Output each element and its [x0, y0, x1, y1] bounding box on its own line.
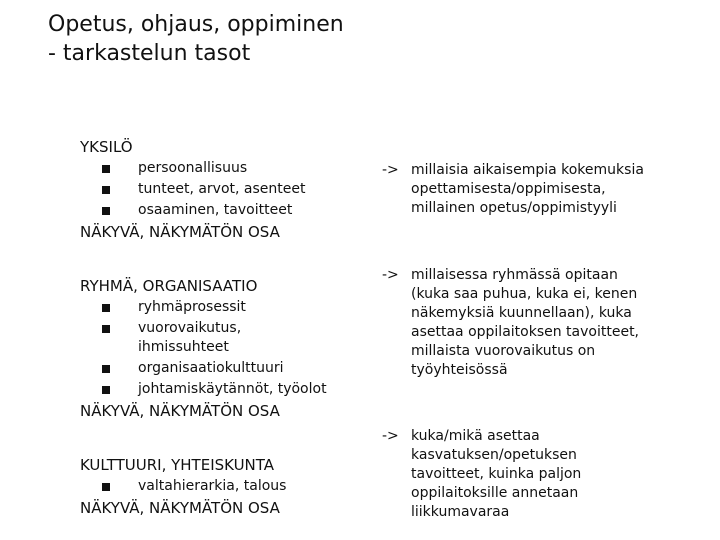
bullet-text: johtamiskäytännöt, työolot — [138, 381, 327, 397]
note-text: millaisessa ryhmässä opitaan (kuka saa puhua, kuka ei, kenen näkemyksiä kuunnellaan), kuka asettaa oppilaitoksen tavoitteet, millaista vuorovaikutus on työyhteisössä — [411, 267, 640, 378]
square-bullet-icon — [102, 483, 110, 491]
arrow-marker: -> — [382, 162, 399, 178]
visibility-label: NÄKYVÄ, NÄKYMÄTÖN OSA — [80, 223, 280, 241]
list-item — [80, 298, 368, 317]
note-text: millaisia aikaisempia kokemuksia opettamisesta/oppimisesta, millainen opetus/oppimistyyli — [411, 162, 644, 216]
list-item — [80, 359, 368, 378]
square-bullet-icon — [102, 386, 110, 394]
bullet-text: ryhmäprosessit — [138, 299, 246, 315]
list-item — [80, 477, 368, 496]
level-heading: RYHMÄ, ORGANISAATIO — [80, 277, 258, 295]
note-individual — [382, 161, 652, 218]
level-heading: YKSILÖ — [80, 138, 133, 156]
square-bullet-icon — [102, 304, 110, 312]
bullet-list — [80, 159, 368, 220]
arrow-marker: -> — [382, 428, 399, 444]
arrow-marker: -> — [382, 267, 399, 283]
level-culture — [80, 455, 368, 518]
bullet-text: valtahierarkia, talous — [138, 478, 287, 494]
list-item — [80, 380, 368, 399]
list-item — [80, 159, 368, 178]
visibility-label: NÄKYVÄ, NÄKYMÄTÖN OSA — [80, 402, 280, 420]
bullet-text: osaaminen, tavoitteet — [138, 202, 293, 218]
square-bullet-icon — [102, 325, 110, 333]
note-text: kuka/mikä asettaa kasvatuksen/opetuksen tavoitteet, kuinka paljon oppilaitoksille annetaan liikkumavaraa — [411, 428, 582, 520]
list-item — [80, 180, 368, 199]
list-item — [80, 319, 323, 357]
bullet-text: persoonallisuus — [138, 160, 248, 176]
note-group — [382, 266, 652, 380]
square-bullet-icon — [102, 186, 110, 194]
title-line-2: - tarkastelun tasot — [48, 41, 251, 66]
note-culture — [382, 427, 627, 522]
bullet-text: vuorovaikutus, ihmissuhteet — [138, 320, 242, 355]
bullet-text: organisaatiokulttuuri — [138, 360, 284, 376]
bullet-list — [80, 477, 368, 496]
bullet-list — [80, 298, 368, 399]
visibility-label: NÄKYVÄ, NÄKYMÄTÖN OSA — [80, 499, 280, 517]
level-group — [80, 276, 368, 421]
title-line-1: Opetus, ohjaus, oppiminen — [48, 12, 344, 37]
bullet-text: tunteet, arvot, asenteet — [138, 181, 306, 197]
level-heading: KULTTUURI, YHTEISKUNTA — [80, 456, 275, 474]
square-bullet-icon — [102, 207, 110, 215]
level-individual — [80, 137, 368, 242]
slide-title — [48, 10, 344, 68]
square-bullet-icon — [102, 365, 110, 373]
list-item — [80, 201, 368, 220]
square-bullet-icon — [102, 165, 110, 173]
